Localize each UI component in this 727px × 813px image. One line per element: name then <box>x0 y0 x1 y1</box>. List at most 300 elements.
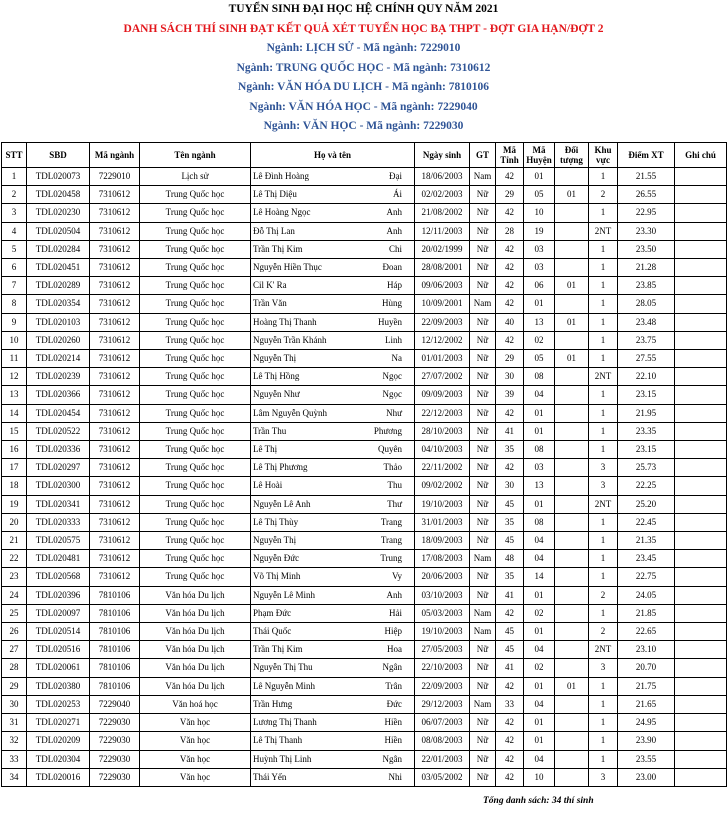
cell-region: 1 <box>589 532 618 550</box>
cell-major-code: 7310612 <box>90 350 140 368</box>
cell-district-code: 02 <box>524 659 555 677</box>
cell-stt: 4 <box>2 222 27 240</box>
surname-middle-name: Nguyễn Hiền Thục <box>253 262 322 273</box>
cell-major-code: 7810106 <box>90 659 140 677</box>
given-name: Trang <box>380 516 402 527</box>
table-row <box>2 623 727 641</box>
cell-priority-group <box>555 623 589 641</box>
cell-district-code: 01 <box>524 168 555 186</box>
cell-notes <box>675 532 727 550</box>
cell-stt: 20 <box>2 513 27 531</box>
cell-district-code: 04 <box>524 550 555 568</box>
surname-middle-name: Hoàng Thị Thanh <box>253 316 317 327</box>
cell-priority-group <box>555 404 589 422</box>
given-name: Ngọc <box>382 389 402 400</box>
given-name: Vy <box>391 571 402 582</box>
given-name: Đức <box>386 698 402 709</box>
cell-notes <box>675 331 727 349</box>
surname-middle-name: Huỳnh Thị Linh <box>253 753 312 764</box>
cell-region: 1 <box>589 404 618 422</box>
cell-region: 3 <box>589 459 618 477</box>
cell-major-name: Trung Quốc học <box>140 204 251 222</box>
cell-notes <box>675 386 727 404</box>
cell-gender: Nam <box>470 604 496 622</box>
cell-district-code: 06 <box>524 277 555 295</box>
given-name: Hiệp <box>384 626 402 637</box>
cell-sbd: TDL020239 <box>27 368 90 386</box>
cell-stt: 2 <box>2 186 27 204</box>
cell-full-name <box>251 259 415 277</box>
cell-score: 23.45 <box>618 550 675 568</box>
cell-birth-date: 29/12/2003 <box>415 695 470 713</box>
cell-full-name <box>251 495 415 513</box>
cell-major-name: Văn hóa Du lịch <box>140 586 251 604</box>
cell-sbd: TDL020297 <box>27 459 90 477</box>
cell-birth-date: 18/06/2003 <box>415 168 470 186</box>
cell-stt: 15 <box>2 422 27 440</box>
cell-full-name <box>251 222 415 240</box>
full-name-wrap <box>253 659 412 676</box>
given-name: Huyền <box>378 316 402 327</box>
cell-score: 22.75 <box>618 568 675 586</box>
cell-full-name <box>251 240 415 258</box>
full-name-wrap <box>253 769 412 786</box>
surname-middle-name: Lê Thị Diệu <box>253 189 297 200</box>
full-name-wrap <box>253 678 412 695</box>
cell-province-code: 42 <box>496 204 524 222</box>
cell-major-name: Văn hóa Du lịch <box>140 677 251 695</box>
cell-region: 1 <box>589 240 618 258</box>
cell-notes <box>675 441 727 459</box>
cell-province-code: 42 <box>496 714 524 732</box>
surname-middle-name: Nguyễn Trần Khánh <box>253 334 327 345</box>
cell-region: 1 <box>589 714 618 732</box>
table-row <box>2 677 727 695</box>
cell-major-code: 7229030 <box>90 750 140 768</box>
cell-gender: Nữ <box>470 350 496 368</box>
given-name: Hiền <box>384 717 402 728</box>
cell-province-code: 42 <box>496 240 524 258</box>
cell-sbd: TDL020300 <box>27 477 90 495</box>
cell-district-code: 05 <box>524 350 555 368</box>
cell-province-code: 35 <box>496 441 524 459</box>
cell-stt: 11 <box>2 350 27 368</box>
cell-gender: Nữ <box>470 331 496 349</box>
given-name: Như <box>386 407 402 418</box>
cell-gender: Nữ <box>470 568 496 586</box>
cell-notes <box>675 495 727 513</box>
given-name: Anh <box>386 207 402 218</box>
cell-score: 23.50 <box>618 240 675 258</box>
cell-province-code: 42 <box>496 768 524 786</box>
table-row <box>2 513 727 531</box>
cell-region: 1 <box>589 313 618 331</box>
cell-region: 1 <box>589 441 618 459</box>
cell-notes <box>675 422 727 440</box>
cell-stt: 16 <box>2 441 27 459</box>
cell-notes <box>675 477 727 495</box>
given-name: Trung <box>380 553 402 564</box>
given-name: Ái <box>393 189 402 200</box>
surname-middle-name: Lê Thị Hồng <box>253 371 300 382</box>
cell-stt: 33 <box>2 750 27 768</box>
full-name-wrap <box>253 295 412 312</box>
full-name-wrap <box>253 587 412 604</box>
cell-region: 1 <box>589 422 618 440</box>
cell-priority-group <box>555 550 589 568</box>
cell-province-code: 29 <box>496 350 524 368</box>
table-row <box>2 532 727 550</box>
cell-full-name <box>251 513 415 531</box>
surname-middle-name: Trần Thị Kim <box>253 243 303 254</box>
cell-gender: Nữ <box>470 186 496 204</box>
cell-region: 3 <box>589 659 618 677</box>
cell-notes <box>675 732 727 750</box>
cell-major-code: 7310612 <box>90 568 140 586</box>
surname-middle-name: Lê Hoàng Ngọc <box>253 207 311 218</box>
cell-district-code: 01 <box>524 677 555 695</box>
cell-notes <box>675 277 727 295</box>
cell-stt: 10 <box>2 331 27 349</box>
given-name: Ngân <box>382 662 402 673</box>
cell-major-name: Trung Quốc học <box>140 422 251 440</box>
cell-region: 2NT <box>589 222 618 240</box>
cell-notes <box>675 586 727 604</box>
cell-district-code: 14 <box>524 568 555 586</box>
full-name-wrap <box>253 714 412 731</box>
cell-stt: 7 <box>2 277 27 295</box>
cell-stt: 5 <box>2 240 27 258</box>
given-name: Hùng <box>382 298 402 309</box>
table-row <box>2 441 727 459</box>
cell-birth-date: 28/08/2001 <box>415 259 470 277</box>
cell-major-code: 7310612 <box>90 368 140 386</box>
cell-sbd: TDL020289 <box>27 277 90 295</box>
cell-major-code: 7229040 <box>90 695 140 713</box>
cell-notes <box>675 604 727 622</box>
cell-sbd: TDL020354 <box>27 295 90 313</box>
cell-major-name: Trung Quốc học <box>140 259 251 277</box>
cell-major-code: 7310612 <box>90 277 140 295</box>
cell-sbd: TDL020451 <box>27 259 90 277</box>
cell-full-name <box>251 295 415 313</box>
table-row <box>2 768 727 786</box>
cell-score: 23.30 <box>618 222 675 240</box>
cell-priority-group <box>555 659 589 677</box>
surname-middle-name: Lâm Nguyễn Quỳnh <box>253 407 327 418</box>
cell-major-code: 7810106 <box>90 623 140 641</box>
cell-stt: 31 <box>2 714 27 732</box>
cell-score: 23.85 <box>618 277 675 295</box>
given-name: Anh <box>386 589 402 600</box>
given-name: Hiền <box>384 735 402 746</box>
cell-stt: 17 <box>2 459 27 477</box>
cell-gender: Nữ <box>470 495 496 513</box>
cell-full-name <box>251 277 415 295</box>
cell-gender: Nam <box>470 295 496 313</box>
cell-birth-date: 09/09/2003 <box>415 386 470 404</box>
cell-stt: 22 <box>2 550 27 568</box>
cell-priority-group <box>555 331 589 349</box>
cell-major-code: 7310612 <box>90 313 140 331</box>
cell-district-code: 03 <box>524 240 555 258</box>
cell-region: 1 <box>589 168 618 186</box>
cell-full-name <box>251 659 415 677</box>
surname-middle-name: Trần Thu <box>253 425 287 436</box>
cell-district-code: 01 <box>524 586 555 604</box>
cell-birth-date: 27/07/2002 <box>415 368 470 386</box>
cell-priority-group <box>555 568 589 586</box>
table-row <box>2 350 727 368</box>
surname-middle-name: Lê Thị Thanh <box>253 735 303 746</box>
cell-priority-group <box>555 368 589 386</box>
given-name: Phương <box>373 425 402 436</box>
cell-gender: Nữ <box>470 641 496 659</box>
surname-middle-name: Lương Thị Thanh <box>253 717 317 728</box>
cell-major-name: Trung Quốc học <box>140 350 251 368</box>
cell-district-code: 01 <box>524 295 555 313</box>
cell-priority-group <box>555 750 589 768</box>
cell-region: 1 <box>589 259 618 277</box>
cell-major-name: Văn hóa Du lịch <box>140 659 251 677</box>
cell-sbd: TDL020271 <box>27 714 90 732</box>
col-header-full-name: Họ và tên <box>251 143 415 168</box>
cell-major-code: 7229010 <box>90 168 140 186</box>
given-name: Ngân <box>382 753 402 764</box>
full-name-wrap <box>253 168 412 185</box>
cell-major-code: 7310612 <box>90 386 140 404</box>
cell-stt: 9 <box>2 313 27 331</box>
cell-birth-date: 05/03/2003 <box>415 604 470 622</box>
table-row <box>2 295 727 313</box>
cell-region: 2 <box>589 586 618 604</box>
cell-priority-group <box>555 240 589 258</box>
cell-region: 3 <box>589 477 618 495</box>
cell-province-code: 39 <box>496 386 524 404</box>
cell-birth-date: 12/12/2002 <box>415 331 470 349</box>
full-name-wrap <box>253 441 412 458</box>
cell-province-code: 29 <box>496 186 524 204</box>
col-header-notes: Ghi chú <box>675 143 727 168</box>
major-line-chinese-studies: Ngành: TRUNG QUỐC HỌC - Mã ngành: 7310612 <box>236 61 491 74</box>
cell-notes <box>675 550 727 568</box>
col-header-stt: STT <box>2 143 27 168</box>
cell-sbd: TDL020214 <box>27 350 90 368</box>
table-row <box>2 386 727 404</box>
cell-birth-date: 28/10/2003 <box>415 422 470 440</box>
surname-middle-name: Nguyễn Như <box>253 389 300 400</box>
cell-sbd: TDL020097 <box>27 604 90 622</box>
cell-major-name: Trung Quốc học <box>140 277 251 295</box>
cell-major-code: 7310612 <box>90 204 140 222</box>
cell-stt: 28 <box>2 659 27 677</box>
cell-region: 1 <box>589 695 618 713</box>
full-name-wrap <box>253 368 412 385</box>
cell-gender: Nữ <box>470 404 496 422</box>
cell-major-code: 7310612 <box>90 495 140 513</box>
cell-full-name <box>251 568 415 586</box>
cell-region: 1 <box>589 732 618 750</box>
surname-middle-name: Lê Hoài <box>253 480 283 491</box>
cell-district-code: 03 <box>524 259 555 277</box>
cell-region: 2NT <box>589 641 618 659</box>
given-name: Hoa <box>387 644 402 655</box>
col-header-major-name: Tên ngành <box>140 143 251 168</box>
cell-priority-group: 01 <box>555 350 589 368</box>
given-name: Trang <box>380 535 402 546</box>
surname-middle-name: Lê Thị Thùy <box>253 516 299 527</box>
cell-full-name <box>251 204 415 222</box>
cell-score: 27.55 <box>618 350 675 368</box>
cell-gender: Nữ <box>470 477 496 495</box>
cell-full-name <box>251 750 415 768</box>
table-row <box>2 204 727 222</box>
cell-region: 1 <box>589 550 618 568</box>
surname-middle-name: Trần Hưng <box>253 698 293 709</box>
cell-major-code: 7310612 <box>90 513 140 531</box>
table-row <box>2 495 727 513</box>
given-name: Thảo <box>383 462 402 473</box>
cell-stt: 1 <box>2 168 27 186</box>
cell-priority-group: 01 <box>555 677 589 695</box>
cell-sbd: TDL020333 <box>27 513 90 531</box>
cell-major-name: Văn hóa Du lịch <box>140 641 251 659</box>
cell-province-code: 42 <box>496 168 524 186</box>
page-title: TUYỂN SINH ĐẠI HỌC HỆ CHÍNH QUY NĂM 2021 <box>228 3 499 15</box>
cell-district-code: 13 <box>524 477 555 495</box>
cell-stt: 34 <box>2 768 27 786</box>
results-table <box>1 142 727 787</box>
cell-priority-group <box>555 259 589 277</box>
cell-major-name: Trung Quốc học <box>140 550 251 568</box>
full-name-wrap <box>253 623 412 640</box>
cell-priority-group <box>555 477 589 495</box>
cell-priority-group <box>555 441 589 459</box>
cell-notes <box>675 659 727 677</box>
cell-sbd: TDL020253 <box>27 695 90 713</box>
cell-notes <box>675 459 727 477</box>
cell-full-name <box>251 186 415 204</box>
cell-gender: Nữ <box>470 659 496 677</box>
cell-region: 2 <box>589 623 618 641</box>
cell-district-code: 03 <box>524 459 555 477</box>
cell-gender: Nữ <box>470 240 496 258</box>
full-name-wrap <box>253 332 412 349</box>
cell-district-code: 19 <box>524 222 555 240</box>
cell-birth-date: 31/01/2003 <box>415 513 470 531</box>
cell-score: 22.10 <box>618 368 675 386</box>
major-line-cultural-studies: Ngành: VĂN HÓA HỌC - Mã ngành: 7229040 <box>249 100 478 113</box>
cell-gender: Nữ <box>470 532 496 550</box>
cell-region: 2NT <box>589 368 618 386</box>
cell-birth-date: 19/10/2003 <box>415 623 470 641</box>
cell-birth-date: 09/06/2003 <box>415 277 470 295</box>
cell-major-code: 7229030 <box>90 732 140 750</box>
surname-middle-name: Phạm Đức <box>253 607 292 618</box>
page-subtitle: DANH SÁCH THÍ SINH ĐẠT KẾT QUẢ XÉT TUYỂN HỌC BẠ THPT - ĐỢT GIA HẠN/ĐỢT 2 <box>123 22 604 35</box>
table-row <box>2 695 727 713</box>
cell-province-code: 42 <box>496 750 524 768</box>
cell-major-name: Trung Quốc học <box>140 513 251 531</box>
cell-district-code: 02 <box>524 331 555 349</box>
cell-district-code: 05 <box>524 186 555 204</box>
surname-middle-name: Nguyễn Thị <box>253 353 297 364</box>
given-name: Anh <box>386 225 402 236</box>
cell-province-code: 42 <box>496 677 524 695</box>
cell-major-code: 7810106 <box>90 604 140 622</box>
cell-full-name <box>251 604 415 622</box>
cell-major-name: Trung Quốc học <box>140 477 251 495</box>
cell-region: 1 <box>589 604 618 622</box>
cell-notes <box>675 404 727 422</box>
cell-major-name: Trung Quốc học <box>140 386 251 404</box>
cell-region: 1 <box>589 295 618 313</box>
cell-birth-date: 22/11/2002 <box>415 459 470 477</box>
cell-major-name: Trung Quốc học <box>140 295 251 313</box>
surname-middle-name: Nguyễn Thị <box>253 535 297 546</box>
cell-notes <box>675 677 727 695</box>
full-name-wrap <box>253 496 412 513</box>
cell-birth-date: 06/07/2003 <box>415 714 470 732</box>
cell-full-name <box>251 586 415 604</box>
cell-stt: 19 <box>2 495 27 513</box>
cell-district-code: 01 <box>524 422 555 440</box>
cell-priority-group: 01 <box>555 313 589 331</box>
table-body <box>2 168 727 787</box>
cell-gender: Nữ <box>470 259 496 277</box>
col-header-region: Khu vực <box>589 143 618 168</box>
cell-score: 26.55 <box>618 186 675 204</box>
cell-full-name <box>251 313 415 331</box>
cell-major-code: 7229030 <box>90 714 140 732</box>
cell-province-code: 42 <box>496 604 524 622</box>
cell-gender: Nữ <box>470 422 496 440</box>
cell-major-name: Trung Quốc học <box>140 222 251 240</box>
cell-full-name <box>251 532 415 550</box>
cell-score: 24.95 <box>618 714 675 732</box>
cell-stt: 29 <box>2 677 27 695</box>
cell-sbd: TDL020061 <box>27 659 90 677</box>
cell-province-code: 45 <box>496 641 524 659</box>
cell-district-code: 01 <box>524 495 555 513</box>
cell-notes <box>675 240 727 258</box>
cell-major-code: 7310612 <box>90 550 140 568</box>
surname-middle-name: Nguyễn Lê Anh <box>253 498 311 509</box>
cell-major-code: 7810106 <box>90 641 140 659</box>
cell-province-code: 45 <box>496 495 524 513</box>
given-name: Linh <box>385 334 402 345</box>
cell-province-code: 42 <box>496 732 524 750</box>
cell-district-code: 01 <box>524 732 555 750</box>
cell-province-code: 41 <box>496 586 524 604</box>
cell-score: 21.75 <box>618 677 675 695</box>
cell-major-name: Văn học <box>140 732 251 750</box>
cell-full-name <box>251 677 415 695</box>
cell-sbd: TDL020260 <box>27 331 90 349</box>
cell-major-name: Trung Quốc học <box>140 368 251 386</box>
cell-birth-date: 09/02/2002 <box>415 477 470 495</box>
cell-notes <box>675 750 727 768</box>
cell-birth-date: 22/12/2003 <box>415 404 470 422</box>
full-name-wrap <box>253 405 412 422</box>
cell-priority-group <box>555 714 589 732</box>
surname-middle-name: Nguyễn Thị Thu <box>253 662 313 673</box>
cell-birth-date: 20/02/1999 <box>415 240 470 258</box>
cell-major-name: Văn hóa Du lịch <box>140 604 251 622</box>
cell-score: 23.90 <box>618 732 675 750</box>
cell-province-code: 41 <box>496 422 524 440</box>
cell-birth-date: 03/10/2003 <box>415 586 470 604</box>
